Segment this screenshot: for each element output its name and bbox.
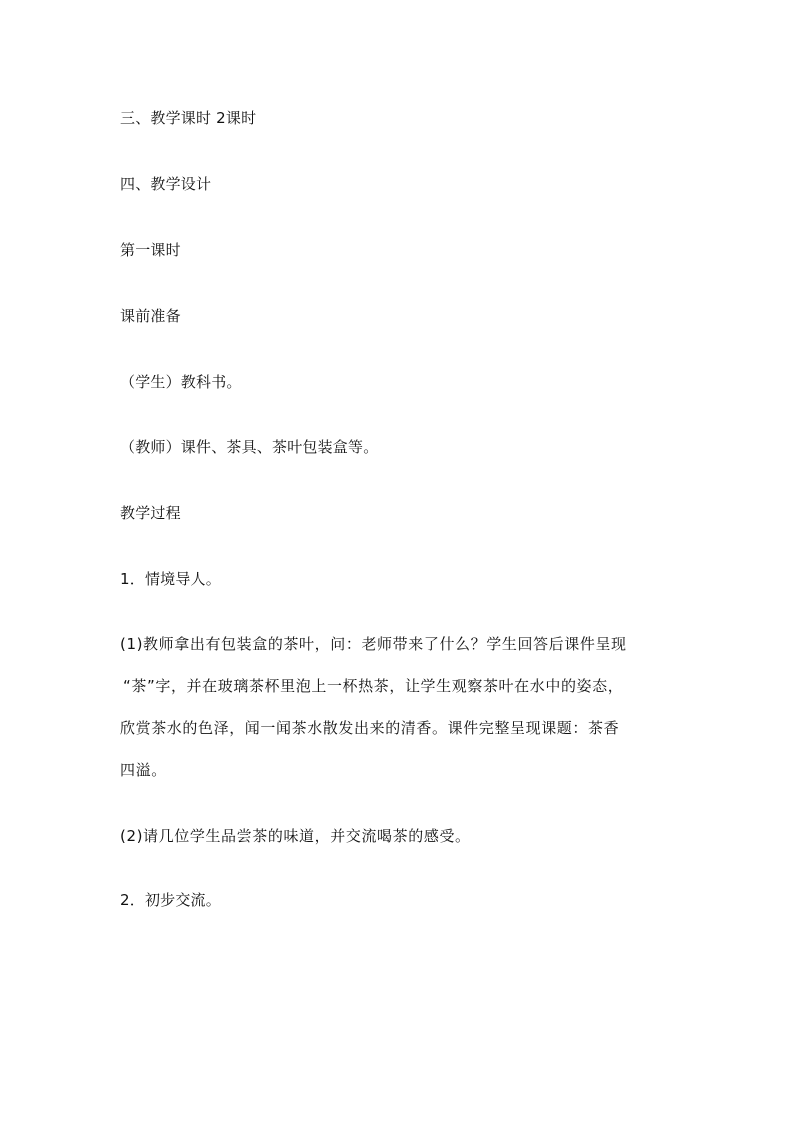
paragraph-1-line-1: (1)教师拿出有包装盒的茶叶，问：老师带来了什么？学生回答后课件呈现 xyxy=(120,635,627,653)
subheading-first-lesson: 第一课时 xyxy=(120,241,181,259)
step-2-heading: 2．初步交流。 xyxy=(120,891,221,909)
paragraph-1-line-3: 欣赏茶水的色泽，闻一闻茶水散发出来的清香。课件完整呈现课题：茶香 xyxy=(120,719,620,737)
paragraph-1-line-4: 四溢。 xyxy=(120,761,167,779)
step-1-heading: 1．情境导人。 xyxy=(120,570,221,588)
section-heading-teaching-design: 四、教学设计 xyxy=(120,175,212,193)
paragraph-2: (2)请几位学生品尝茶的味道，并交流喝茶的感受。 xyxy=(120,827,471,845)
prep-item-teacher: （教师）课件、茶具、茶叶包装盒等。 xyxy=(120,438,379,456)
subheading-teaching-process: 教学过程 xyxy=(120,504,181,522)
paragraph-1-line-2: “茶”字，并在玻璃茶杯里泡上一杯热茶，让学生观察茶叶在水中的姿态， xyxy=(123,677,624,695)
section-heading-class-hours: 三、教学课时 2课时 xyxy=(120,109,257,127)
subheading-preparation: 课前准备 xyxy=(120,307,181,325)
prep-item-students: （学生）教科书。 xyxy=(120,373,242,391)
